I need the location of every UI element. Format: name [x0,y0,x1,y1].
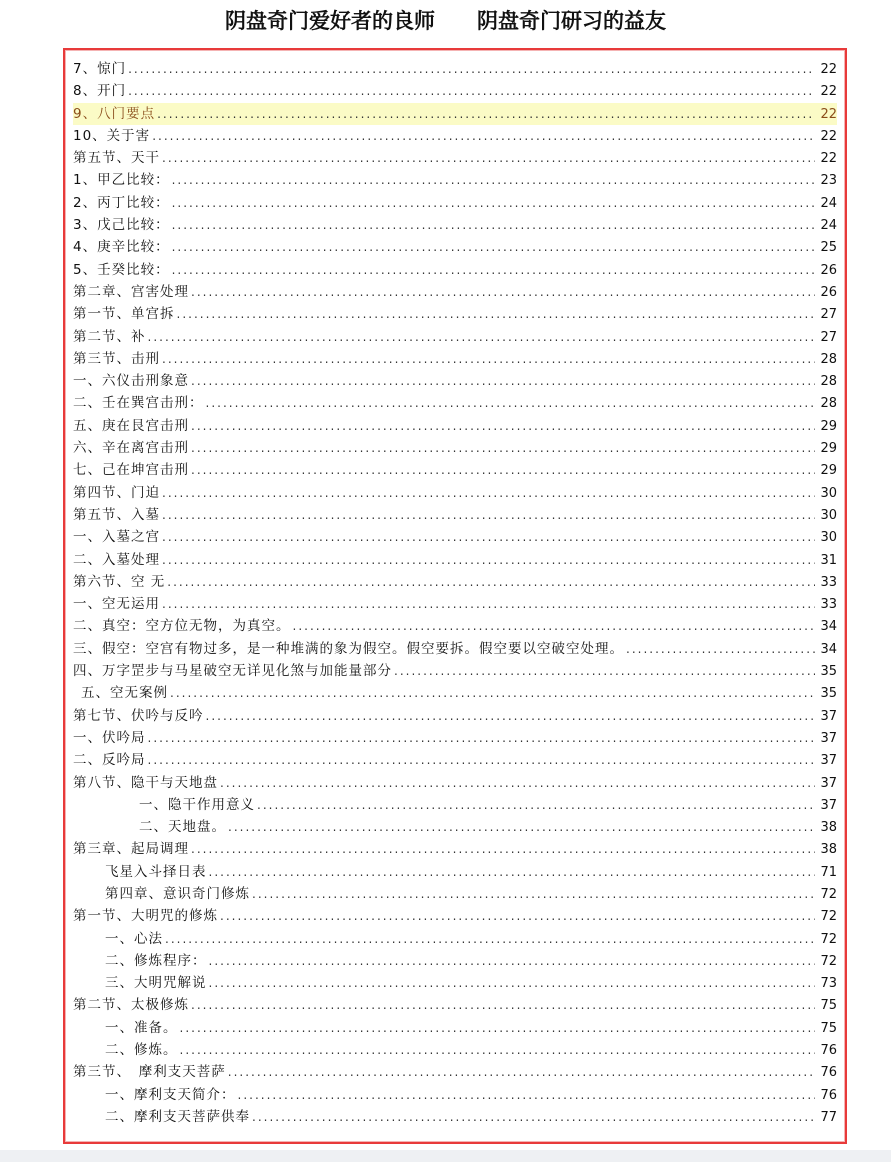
toc-entry-page-number: 30 [820,530,837,546]
toc-entry[interactable] [73,482,837,504]
toc-dot-leader [252,1106,815,1128]
toc-entry-label: 第八节、隐干与天地盘 [73,774,218,791]
toc-dot-leader [148,326,816,348]
toc-entry-page-number: 23 [820,173,837,189]
toc-entry-page-number: 38 [820,820,837,836]
toc-entry-label: 三、大明咒解说 [105,975,207,992]
toc-entry[interactable] [73,816,837,838]
toc-entry[interactable] [73,303,837,325]
toc-entry-page-number: 33 [820,574,837,590]
toc-entry[interactable] [73,526,837,548]
toc-dot-leader [220,905,815,927]
toc-dot-leader [162,504,815,526]
toc-dot-leader [172,259,815,281]
toc-entry-page-number: 26 [820,284,837,300]
toc-dot-leader [626,638,815,660]
toc-dot-leader [162,526,815,548]
toc-entry[interactable] [73,415,837,437]
toc-entry-label: 3、戊己比较： [73,217,170,234]
toc-dot-leader [220,772,815,794]
toc-entry-label: 二、真空：空方位无物，为真空。 [73,618,291,635]
toc-entry-label: 第二节、补 [73,328,146,345]
toc-entry-label: 二、反吟局 [73,752,146,769]
toc-entry[interactable] [73,1084,837,1106]
toc-entry[interactable] [73,236,837,258]
toc-entry-page-number: 29 [820,418,837,434]
toc-entry-page-number: 76 [820,1087,837,1103]
toc-entry-label: 10、关于害 [73,127,151,144]
toc-entry[interactable] [73,1017,837,1039]
toc-dot-leader [394,660,815,682]
toc-entry[interactable] [73,214,837,236]
toc-entry-label: 六、辛在离宫击刑 [73,440,189,457]
toc-entry-page-number: 71 [820,864,837,880]
toc-entry-page-number: 22 [820,84,837,100]
page-header-title: 阴盘奇门爱好者的良师 阴盘奇门研习的益友 [225,9,666,33]
toc-entry-page-number: 34 [820,641,837,657]
toc-entry-label: 第三节、击刑 [73,350,160,367]
toc-entry[interactable] [73,905,837,927]
toc-dot-leader [191,281,815,303]
toc-entry[interactable] [73,437,837,459]
toc-entry-page-number: 22 [820,128,837,144]
toc-dot-leader [191,838,815,860]
toc-entry-page-number: 76 [820,1065,837,1081]
toc-entry-label: 一、伏吟局 [73,729,146,746]
toc-entry-label: 第七节、伏吟与反吟 [73,707,204,724]
toc-entry[interactable] [73,615,837,637]
toc-entry[interactable] [73,571,837,593]
toc-entry-page-number: 76 [820,1043,837,1059]
toc-entry-label: 第五节、入墓 [73,506,160,523]
toc-entry-label: 8、开门 [73,83,127,100]
toc-entry[interactable] [73,705,837,727]
toc-entry-page-number: 28 [820,396,837,412]
toc-entry[interactable] [73,727,837,749]
toc-entry-page-number: 37 [820,708,837,724]
toc-entry-page-number: 72 [820,909,837,925]
toc-entry-label: 第一节、单宫拆 [73,306,175,323]
toc-list [73,58,837,1128]
toc-entry[interactable] [73,928,837,950]
toc-entry-page-number: 37 [820,753,837,769]
toc-entry[interactable] [73,370,837,392]
toc-entry[interactable] [73,593,837,615]
toc-dot-leader [172,169,815,191]
toc-dot-leader [209,861,816,883]
toc-entry-page-number: 35 [820,686,837,702]
toc-entry[interactable] [73,504,837,526]
toc-frame [63,48,847,1144]
toc-entry-label: 四、万字罡步与马星破空无详见化煞与加能量部分 [73,663,392,680]
toc-dot-leader [128,80,815,102]
toc-entry-page-number: 38 [820,842,837,858]
toc-entry[interactable] [73,972,837,994]
toc-entry-page-number: 25 [820,240,837,256]
toc-dot-leader [191,370,815,392]
toc-entry-page-number: 31 [820,552,837,568]
toc-entry-label: 飞星入斗择日表 [105,863,207,880]
toc-dot-leader [172,192,815,214]
toc-entry[interactable] [73,392,837,414]
toc-dot-leader [148,749,816,771]
toc-entry-page-number: 37 [820,775,837,791]
toc-entry[interactable] [73,861,837,883]
toc-entry-label: 第四节、门迫 [73,484,160,501]
toc-entry-page-number: 30 [820,485,837,501]
toc-dot-leader [162,482,815,504]
toc-entry[interactable] [73,883,837,905]
toc-entry-label: 一、六仪击刑象意 [73,373,189,390]
toc-entry-label: 七、己在坤宫击刑 [73,462,189,479]
toc-dot-leader [157,103,815,125]
toc-entry-page-number: 26 [820,262,837,278]
toc-entry-label: 第五节、天干 [73,150,160,167]
toc-dot-leader [162,348,815,370]
toc-dot-leader [152,125,815,147]
toc-dot-leader [293,615,816,637]
toc-entry-label: 第四章、意识奇门修炼 [105,885,250,902]
toc-entry-label: 2、丙丁比较： [73,194,170,211]
toc-dot-leader [228,816,815,838]
toc-dot-leader [209,950,816,972]
toc-entry-label: 五、庚在艮宫击刑 [73,417,189,434]
toc-dot-leader [128,58,815,80]
toc-entry-label: 一、空无运用 [73,596,160,613]
toc-entry-page-number: 34 [820,619,837,635]
toc-entry-page-number: 37 [820,730,837,746]
toc-entry-page-number: 75 [820,1020,837,1036]
toc-entry-page-number: 72 [820,953,837,969]
toc-entry[interactable] [73,994,837,1016]
toc-entry-label: 第三节、 摩利支天菩萨 [73,1064,226,1081]
toc-entry[interactable] [73,281,837,303]
toc-dot-leader [191,994,815,1016]
toc-dot-leader [162,147,815,169]
toc-entry-label: 一、准备。 [105,1019,178,1036]
toc-entry-label: 二、修炼程序： [105,952,207,969]
toc-entry-page-number: 22 [820,151,837,167]
toc-dot-leader [177,303,816,325]
toc-entry[interactable] [73,772,837,794]
toc-entry[interactable] [73,147,837,169]
toc-entry-page-number: 27 [820,329,837,345]
toc-entry[interactable] [73,348,837,370]
toc-entry[interactable] [73,80,837,102]
toc-entry-page-number: 30 [820,507,837,523]
toc-entry-page-number: 75 [820,998,837,1014]
toc-entry-page-number: 29 [820,463,837,479]
toc-dot-leader [162,549,815,571]
toc-entry[interactable] [73,1061,837,1083]
toc-entry-label: 二、摩利支天菩萨供奉 [105,1108,250,1125]
toc-dot-leader [165,928,815,950]
toc-entry-page-number: 24 [820,218,837,234]
toc-dot-leader [172,214,815,236]
toc-entry-label: 1、甲乙比较： [73,172,170,189]
toc-entry[interactable] [73,638,837,660]
toc-entry[interactable] [73,103,837,125]
toc-dot-leader [162,593,815,615]
toc-entry[interactable] [73,794,837,816]
toc-entry[interactable] [73,169,837,191]
toc-entry-label: 二、修炼。 [105,1042,178,1059]
toc-entry-label: 三、假空：空宫有物过多，是一种堆满的象为假空。假空要拆。假空要以空破空处理。 [73,640,624,657]
toc-entry[interactable] [73,259,837,281]
toc-entry-page-number: 35 [820,664,837,680]
toc-entry[interactable] [73,660,837,682]
toc-dot-leader [206,392,816,414]
toc-dot-leader [228,1061,815,1083]
toc-entry[interactable] [73,192,837,214]
toc-dot-leader [252,883,815,905]
toc-entry-page-number: 28 [820,374,837,390]
toc-entry-page-number: 27 [820,307,837,323]
toc-entry-page-number: 33 [820,597,837,613]
toc-entry-label: 二、天地盘。 [139,819,226,836]
toc-dot-leader [206,705,816,727]
toc-entry-label: 5、壬癸比较： [73,261,170,278]
toc-entry-page-number: 22 [820,106,837,122]
toc-dot-leader [180,1017,816,1039]
toc-dot-leader [167,571,815,593]
toc-entry-label: 一、入墓之宫 [73,529,160,546]
toc-entry-label: 4、庚辛比较： [73,239,170,256]
toc-entry-page-number: 73 [820,976,837,992]
toc-entry-label: 二、入墓处理 [73,551,160,568]
toc-dot-leader [191,415,815,437]
toc-entry-page-number: 29 [820,441,837,457]
toc-entry-label: 第二章、宫害处理 [73,283,189,300]
toc-entry-label: 二、壬在巽宫击刑： [73,395,204,412]
toc-entry-page-number: 22 [820,62,837,77]
toc-dot-leader [172,236,815,258]
toc-dot-leader [238,1084,816,1106]
toc-entry-page-number: 28 [820,351,837,367]
toc-entry-label: 第六节、空 无 [73,573,166,590]
toc-entry-label: 7、惊门 [73,61,127,77]
toc-dot-leader [148,727,816,749]
toc-dot-leader [170,682,815,704]
toc-dot-leader [257,794,815,816]
toc-entry[interactable] [73,838,837,860]
toc-entry-page-number: 24 [820,195,837,211]
toc-entry[interactable] [73,1039,837,1061]
toc-entry-label: 一、摩利支天简介： [105,1086,236,1103]
toc-entry-label: 第一节、大明咒的修炼 [73,908,218,925]
toc-entry-page-number: 77 [820,1109,837,1125]
toc-dot-leader [180,1039,816,1061]
toc-entry-label: 一、隐干作用意义 [139,796,255,813]
toc-dot-leader [209,972,816,994]
toc-entry[interactable] [73,682,837,704]
toc-entry[interactable] [73,1106,837,1128]
toc-entry-label: 五、空无案例 [81,685,168,702]
toc-entry-page-number: 72 [820,886,837,902]
toc-entry-label: 9、八门要点 [73,105,156,122]
toc-entry[interactable] [73,950,837,972]
toc-entry[interactable] [73,749,837,771]
viewer-bottom-bar [0,1150,891,1162]
toc-entry-label: 一、心法 [105,930,163,947]
toc-entry-page-number: 72 [820,931,837,947]
toc-entry-page-number: 37 [820,797,837,813]
toc-entry[interactable] [73,459,837,481]
toc-dot-leader [191,459,815,481]
toc-entry[interactable] [73,549,837,571]
toc-entry[interactable] [73,125,837,147]
toc-entry[interactable] [73,58,837,80]
toc-entry-label: 第二节、太极修炼 [73,997,189,1014]
toc-entry-label: 第三章、起局调理 [73,841,189,858]
toc-entry[interactable] [73,326,837,348]
toc-dot-leader [191,437,815,459]
